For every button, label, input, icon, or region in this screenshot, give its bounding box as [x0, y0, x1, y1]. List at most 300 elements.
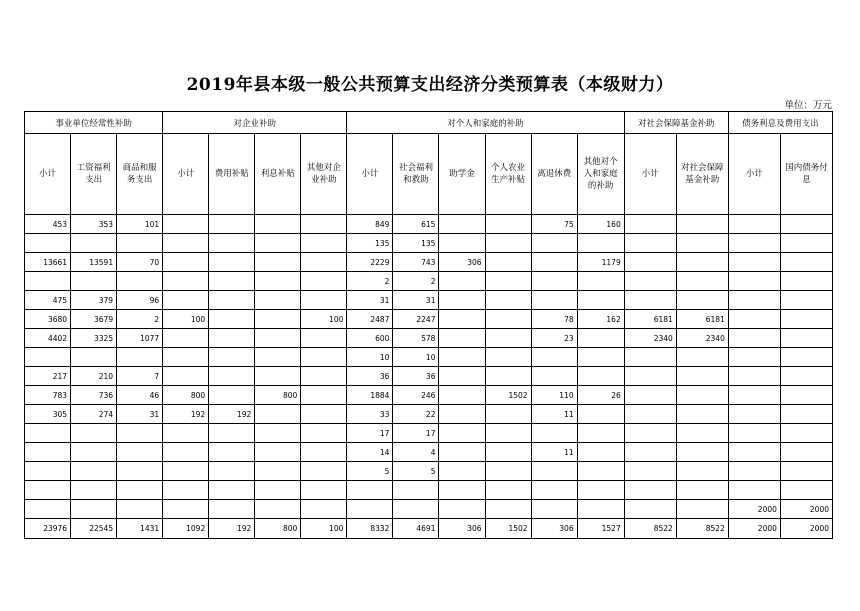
table-cell	[728, 272, 780, 291]
table-cell	[209, 253, 255, 272]
table-cell: 11	[531, 405, 577, 424]
table-cell	[393, 500, 439, 519]
table-cell: 75	[531, 215, 577, 234]
table-cell	[117, 462, 163, 481]
table-cell	[577, 462, 624, 481]
table-cell	[780, 367, 832, 386]
table-cell	[780, 481, 832, 500]
table-cell	[676, 234, 728, 253]
table-cell	[439, 329, 485, 348]
table-cell	[301, 443, 347, 462]
table-cell	[780, 234, 832, 253]
table-cell	[209, 386, 255, 405]
table-cell: 100	[301, 310, 347, 329]
table-cell: 736	[71, 386, 117, 405]
group-header: 对个人和家庭的补助	[347, 112, 624, 134]
group-header-row	[25, 112, 833, 134]
table-cell: 31	[117, 405, 163, 424]
budget-table	[24, 111, 833, 539]
table-cell: 1502	[485, 386, 531, 405]
table-cell: 135	[393, 234, 439, 253]
total-cell: 23976	[25, 519, 71, 539]
table-cell: 1077	[117, 329, 163, 348]
total-cell: 306	[531, 519, 577, 539]
table-cell: 615	[393, 215, 439, 234]
table-cell	[780, 253, 832, 272]
table-cell	[71, 348, 117, 367]
table-cell	[301, 424, 347, 443]
total-cell: 1527	[577, 519, 624, 539]
table-cell: 110	[531, 386, 577, 405]
column-header: 社会福利和救助	[393, 134, 439, 215]
table-cell	[71, 272, 117, 291]
table-cell: 33	[347, 405, 393, 424]
table-cell	[676, 405, 728, 424]
table-cell	[209, 443, 255, 462]
table-cell	[71, 481, 117, 500]
table-cell	[71, 500, 117, 519]
table-cell	[780, 310, 832, 329]
table-cell	[780, 443, 832, 462]
table-cell: 100	[163, 310, 209, 329]
table-cell	[485, 443, 531, 462]
column-header: 其他对企业补助	[301, 134, 347, 215]
table-cell	[485, 329, 531, 348]
table-cell	[485, 310, 531, 329]
table-cell	[531, 500, 577, 519]
table-cell	[728, 424, 780, 443]
table-cell	[577, 443, 624, 462]
table-cell	[676, 367, 728, 386]
table-cell	[624, 386, 676, 405]
table-cell	[676, 481, 728, 500]
column-header: 其他对个人和家庭的补助	[577, 134, 624, 215]
table-cell: 36	[347, 367, 393, 386]
table-cell	[439, 405, 485, 424]
table-cell	[117, 234, 163, 253]
table-cell	[728, 481, 780, 500]
table-cell: 31	[347, 291, 393, 310]
table-cell	[531, 253, 577, 272]
table-cell: 1179	[577, 253, 624, 272]
table-cell	[577, 481, 624, 500]
table-cell	[780, 272, 832, 291]
table-cell	[676, 291, 728, 310]
table-cell: 210	[71, 367, 117, 386]
table-cell: 306	[439, 253, 485, 272]
table-cell	[25, 443, 71, 462]
table-cell: 192	[163, 405, 209, 424]
table-cell: 23	[531, 329, 577, 348]
table-cell	[25, 348, 71, 367]
table-cell: 3680	[25, 310, 71, 329]
table-cell	[676, 500, 728, 519]
table-cell	[676, 253, 728, 272]
table-cell: 135	[347, 234, 393, 253]
table-row	[25, 481, 833, 500]
table-cell	[485, 253, 531, 272]
table-cell	[624, 215, 676, 234]
table-cell	[577, 234, 624, 253]
table-cell	[301, 329, 347, 348]
table-cell	[624, 462, 676, 481]
table-cell	[117, 424, 163, 443]
group-header: 对社会保障基金补助	[624, 112, 728, 134]
table-cell: 11	[531, 443, 577, 462]
table-cell	[439, 310, 485, 329]
table-cell	[209, 291, 255, 310]
table-cell: 849	[347, 215, 393, 234]
table-cell	[676, 462, 728, 481]
column-header: 小计	[624, 134, 676, 215]
table-row	[25, 329, 833, 348]
table-cell	[485, 500, 531, 519]
column-header: 工资福利支出	[71, 134, 117, 215]
table-cell: 743	[393, 253, 439, 272]
table-cell	[439, 234, 485, 253]
table-cell	[676, 215, 728, 234]
table-cell: 2340	[624, 329, 676, 348]
table-cell: 2	[117, 310, 163, 329]
table-cell	[301, 234, 347, 253]
table-cell	[624, 253, 676, 272]
table-cell: 13661	[25, 253, 71, 272]
table-cell	[485, 424, 531, 443]
table-cell	[531, 424, 577, 443]
table-cell	[780, 386, 832, 405]
table-cell: 5	[393, 462, 439, 481]
table-cell	[728, 462, 780, 481]
table-cell	[255, 481, 301, 500]
table-cell	[439, 367, 485, 386]
table-cell: 4	[393, 443, 439, 462]
column-header: 国内债务付息	[780, 134, 832, 215]
table-cell	[624, 424, 676, 443]
table-cell	[209, 481, 255, 500]
table-cell: 2487	[347, 310, 393, 329]
table-row	[25, 291, 833, 310]
table-cell	[255, 329, 301, 348]
table-cell: 31	[393, 291, 439, 310]
column-header-row	[25, 134, 833, 215]
page-title: 2019年县本级一般公共预算支出经济分类预算表（本级财力）	[186, 75, 674, 95]
table-row	[25, 215, 833, 234]
table-cell: 453	[25, 215, 71, 234]
table-cell	[71, 424, 117, 443]
table-cell	[624, 348, 676, 367]
table-cell	[531, 272, 577, 291]
column-header: 助学金	[439, 134, 485, 215]
table-cell	[255, 367, 301, 386]
table-cell	[780, 329, 832, 348]
table-cell	[209, 424, 255, 443]
column-header: 对社会保障基金补助	[676, 134, 728, 215]
table-cell	[255, 310, 301, 329]
table-cell	[780, 348, 832, 367]
total-cell: 8522	[676, 519, 728, 539]
table-cell	[209, 348, 255, 367]
table-cell: 800	[255, 386, 301, 405]
table-cell: 70	[117, 253, 163, 272]
table-cell	[485, 367, 531, 386]
table-cell	[577, 348, 624, 367]
table-cell	[676, 272, 728, 291]
table-cell	[255, 253, 301, 272]
table-cell	[780, 462, 832, 481]
unit-label: 单位：万元	[784, 100, 832, 111]
table-row	[25, 424, 833, 443]
table-cell	[255, 234, 301, 253]
table-cell: 274	[71, 405, 117, 424]
table-cell: 22	[393, 405, 439, 424]
table-cell	[209, 462, 255, 481]
table-cell	[301, 348, 347, 367]
table-cell	[163, 367, 209, 386]
table-cell	[485, 405, 531, 424]
table-cell	[163, 234, 209, 253]
total-cell: 4691	[393, 519, 439, 539]
table-cell: 2000	[728, 500, 780, 519]
table-cell	[163, 348, 209, 367]
table-cell	[780, 215, 832, 234]
table-cell: 2247	[393, 310, 439, 329]
table-cell	[624, 405, 676, 424]
column-header: 商品和服务支出	[117, 134, 163, 215]
table-cell	[624, 443, 676, 462]
table-cell: 6181	[624, 310, 676, 329]
table-cell	[163, 481, 209, 500]
table-cell	[301, 386, 347, 405]
table-cell	[209, 234, 255, 253]
table-cell	[728, 329, 780, 348]
table-cell: 17	[393, 424, 439, 443]
column-header: 小计	[163, 134, 209, 215]
table-cell	[255, 215, 301, 234]
column-header: 个人农业生产补贴	[485, 134, 531, 215]
total-cell: 1431	[117, 519, 163, 539]
table-cell	[71, 234, 117, 253]
table-cell	[255, 424, 301, 443]
table-cell	[577, 367, 624, 386]
group-header: 对企业补助	[163, 112, 347, 134]
table-cell	[301, 215, 347, 234]
column-header: 小计	[25, 134, 71, 215]
table-cell	[163, 424, 209, 443]
table-cell	[117, 481, 163, 500]
total-cell: 100	[301, 519, 347, 539]
total-cell: 2000	[780, 519, 832, 539]
table-row	[25, 500, 833, 519]
table-cell	[301, 405, 347, 424]
table-cell: 305	[25, 405, 71, 424]
table-cell: 2000	[780, 500, 832, 519]
table-cell	[255, 500, 301, 519]
table-cell	[485, 481, 531, 500]
table-cell	[163, 215, 209, 234]
table-cell	[624, 272, 676, 291]
table-cell	[780, 405, 832, 424]
table-cell	[71, 443, 117, 462]
table-cell: 2340	[676, 329, 728, 348]
table-cell: 353	[71, 215, 117, 234]
table-cell	[255, 348, 301, 367]
table-cell	[485, 234, 531, 253]
table-cell: 246	[393, 386, 439, 405]
table-cell	[209, 500, 255, 519]
table-cell	[255, 291, 301, 310]
table-row	[25, 405, 833, 424]
table-cell	[301, 462, 347, 481]
table-cell: 475	[25, 291, 71, 310]
total-cell: 8522	[624, 519, 676, 539]
table-cell: 2229	[347, 253, 393, 272]
table-cell	[728, 215, 780, 234]
table-cell	[347, 500, 393, 519]
table-cell	[209, 272, 255, 291]
total-cell: 800	[255, 519, 301, 539]
table-cell	[577, 500, 624, 519]
table-cell: 46	[117, 386, 163, 405]
table-row	[25, 462, 833, 481]
table-cell	[163, 253, 209, 272]
table-cell	[71, 462, 117, 481]
table-cell	[531, 481, 577, 500]
table-cell: 6181	[676, 310, 728, 329]
table-cell	[676, 386, 728, 405]
table-cell	[439, 386, 485, 405]
table-cell: 14	[347, 443, 393, 462]
table-cell	[439, 424, 485, 443]
table-cell: 1884	[347, 386, 393, 405]
table-cell	[163, 500, 209, 519]
table-cell	[577, 329, 624, 348]
table-cell: 3325	[71, 329, 117, 348]
table-cell	[624, 234, 676, 253]
column-header: 费用补贴	[209, 134, 255, 215]
table-cell: 160	[577, 215, 624, 234]
column-header: 利息补贴	[255, 134, 301, 215]
table-cell	[209, 310, 255, 329]
table-cell	[439, 500, 485, 519]
table-row	[25, 234, 833, 253]
table-cell	[485, 348, 531, 367]
totals-row	[25, 519, 833, 539]
column-header: 小计	[728, 134, 780, 215]
table-cell: 800	[163, 386, 209, 405]
table-cell	[301, 291, 347, 310]
table-cell	[25, 481, 71, 500]
table-cell: 600	[347, 329, 393, 348]
table-cell	[728, 253, 780, 272]
table-cell	[728, 348, 780, 367]
table-cell: 2	[347, 272, 393, 291]
table-cell	[624, 291, 676, 310]
table-cell	[117, 348, 163, 367]
table-cell	[728, 310, 780, 329]
table-cell	[577, 272, 624, 291]
table-cell: 379	[71, 291, 117, 310]
table-cell: 217	[25, 367, 71, 386]
table-cell	[676, 443, 728, 462]
table-cell	[728, 367, 780, 386]
table-cell	[439, 272, 485, 291]
table-cell: 2	[393, 272, 439, 291]
table-row	[25, 443, 833, 462]
table-cell	[531, 348, 577, 367]
table-cell	[163, 291, 209, 310]
table-cell	[163, 329, 209, 348]
total-cell: 8332	[347, 519, 393, 539]
table-cell	[728, 386, 780, 405]
table-cell: 783	[25, 386, 71, 405]
table-cell	[728, 234, 780, 253]
table-cell	[255, 272, 301, 291]
table-cell: 5	[347, 462, 393, 481]
column-header: 小计	[347, 134, 393, 215]
table-cell	[531, 234, 577, 253]
total-cell: 1502	[485, 519, 531, 539]
table-row	[25, 367, 833, 386]
table-cell	[439, 481, 485, 500]
table-cell	[577, 291, 624, 310]
table-cell: 7	[117, 367, 163, 386]
table-cell	[347, 481, 393, 500]
table-cell	[624, 481, 676, 500]
table-cell	[25, 500, 71, 519]
total-cell: 306	[439, 519, 485, 539]
table-row	[25, 253, 833, 272]
table-cell	[439, 443, 485, 462]
table-cell	[577, 424, 624, 443]
table-cell	[255, 443, 301, 462]
table-cell	[485, 462, 531, 481]
group-header: 事业单位经常性补助	[25, 112, 163, 134]
table-cell	[117, 272, 163, 291]
table-cell: 10	[347, 348, 393, 367]
table-cell	[163, 272, 209, 291]
group-header: 债务利息及费用支出	[728, 112, 832, 134]
table-cell	[485, 215, 531, 234]
table-row	[25, 272, 833, 291]
table-cell	[209, 367, 255, 386]
table-cell	[439, 348, 485, 367]
table-cell: 13591	[71, 253, 117, 272]
table-cell	[25, 424, 71, 443]
table-cell: 162	[577, 310, 624, 329]
table-cell	[728, 291, 780, 310]
table-cell	[531, 291, 577, 310]
column-header: 离退休费	[531, 134, 577, 215]
table-cell	[485, 272, 531, 291]
table-cell	[728, 405, 780, 424]
table-cell	[117, 500, 163, 519]
table-cell: 4402	[25, 329, 71, 348]
table-cell	[780, 291, 832, 310]
table-cell	[531, 462, 577, 481]
table-cell	[439, 215, 485, 234]
total-cell: 192	[209, 519, 255, 539]
table-cell	[485, 291, 531, 310]
table-row	[25, 310, 833, 329]
total-cell: 2000	[728, 519, 780, 539]
table-cell	[531, 367, 577, 386]
table-cell	[301, 272, 347, 291]
table-cell: 578	[393, 329, 439, 348]
table-cell: 3679	[71, 310, 117, 329]
table-cell	[577, 405, 624, 424]
table-cell: 101	[117, 215, 163, 234]
table-cell: 96	[117, 291, 163, 310]
